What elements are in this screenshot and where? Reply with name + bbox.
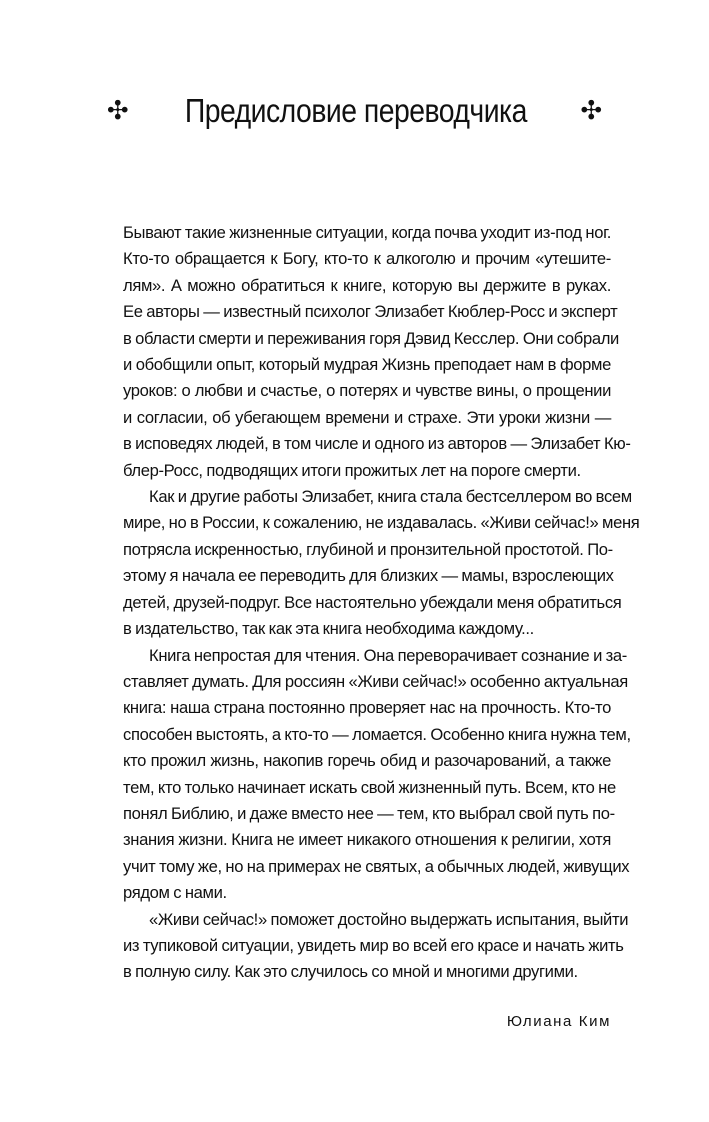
- text-line: тем, кто только начинает искать свой жизненный путь. Всем, кто не: [123, 777, 616, 797]
- text-line: кто прожил жизнь, накопив горечь обид и разочарований, а также: [123, 751, 611, 771]
- text-line: в полную силу. Как это случилось со мной и многими другими.: [123, 962, 578, 982]
- text-line: Книга непростая для чтения. Она переворачивает сознание и за-: [149, 645, 627, 665]
- fleuron-ornament-icon: ✣: [580, 96, 603, 126]
- text-line: лям». А можно обратиться к книге, которую вы держите в руках.: [123, 275, 611, 295]
- fleuron-ornament-icon: ✣: [106, 96, 129, 126]
- paragraph-2: [123, 484, 640, 642]
- text-line: понял Библию, и даже вместо нее — тем, кто выбрал свой путь по-: [123, 803, 615, 823]
- text-line: и обобщили опыт, который мудрая Жизнь преподает нам в форме: [123, 355, 611, 375]
- text-line: Кто-то обращается к Богу, кто-то к алкоголю и прочим «утешите-: [123, 249, 611, 269]
- text-line: потрясла искренностью, глубиной и пронзительной простотой. По-: [123, 539, 613, 559]
- chapter-heading: [0, 92, 709, 130]
- text-line: из тупиковой ситуации, увидеть мир во всей его красе и начать жить: [123, 935, 624, 955]
- text-line: Как и другие работы Элизабет, книга стала бестселлером во всем: [149, 487, 632, 507]
- text-line: Бывают такие жизненные ситуации, когда почва уходит из-под ног.: [123, 223, 612, 242]
- text-line: ставляет думать. Для россиян «Живи сейчас!» особенно актуальная: [123, 671, 628, 691]
- text-line: блер-Росс, подводящих итоги прожитых лет на пороге смерти.: [123, 460, 581, 480]
- text-line: в издательство, так как эта книга необходима каждому...: [123, 619, 534, 639]
- paragraph-3: [123, 643, 631, 907]
- chapter-title: Предисловие переводчика: [184, 92, 527, 129]
- text-line: и согласии, об убегающем времени и страхе. Эти уроки жизни —: [123, 407, 611, 427]
- text-line: уроков: о любви и счастье, о потерях и чувстве вины, о прощении: [123, 381, 611, 401]
- text-line: в исповедях людей, в том числе и одного из авторов — Элизабет Кю-: [123, 434, 631, 454]
- text-line: способен выстоять, а кто-то — ломается. Особенно книга нужна тем,: [123, 724, 631, 744]
- text-line: этому я начала ее переводить для близких — мамы, взрослеющих: [123, 566, 614, 586]
- paragraph-4: [123, 907, 629, 986]
- text-line: рядом с нами.: [123, 883, 227, 903]
- paragraph-1: [123, 220, 631, 484]
- text-line: «Живи сейчас!» поможет достойно выдержать испытания, выйти: [149, 909, 629, 929]
- text-line: учит тому же, но на примерах не святых, а обычных людей, живущих: [123, 856, 630, 876]
- text-line: книга: наша страна постоянно проверяет нас на прочность. Кто-то: [123, 698, 611, 718]
- text-line: в области смерти и переживания горя Дэвид Кесслер. Они собрали: [123, 328, 619, 348]
- translator-signature: Юлиана Ким: [506, 1013, 611, 1030]
- text-line: знания жизни. Книга не имеет никакого отношения к религии, хотя: [123, 830, 611, 850]
- text-line: Ее авторы — известный психолог Элизабет Кюблер-Росс и эксперт: [123, 302, 618, 322]
- text-line: мире, но в России, к сожалению, не издавалась. «Живи сейчас!» меня: [123, 513, 640, 533]
- preface-body: [123, 220, 640, 986]
- text-line: детей, друзей-подруг. Все настоятельно убеждали меня обратиться: [123, 592, 622, 612]
